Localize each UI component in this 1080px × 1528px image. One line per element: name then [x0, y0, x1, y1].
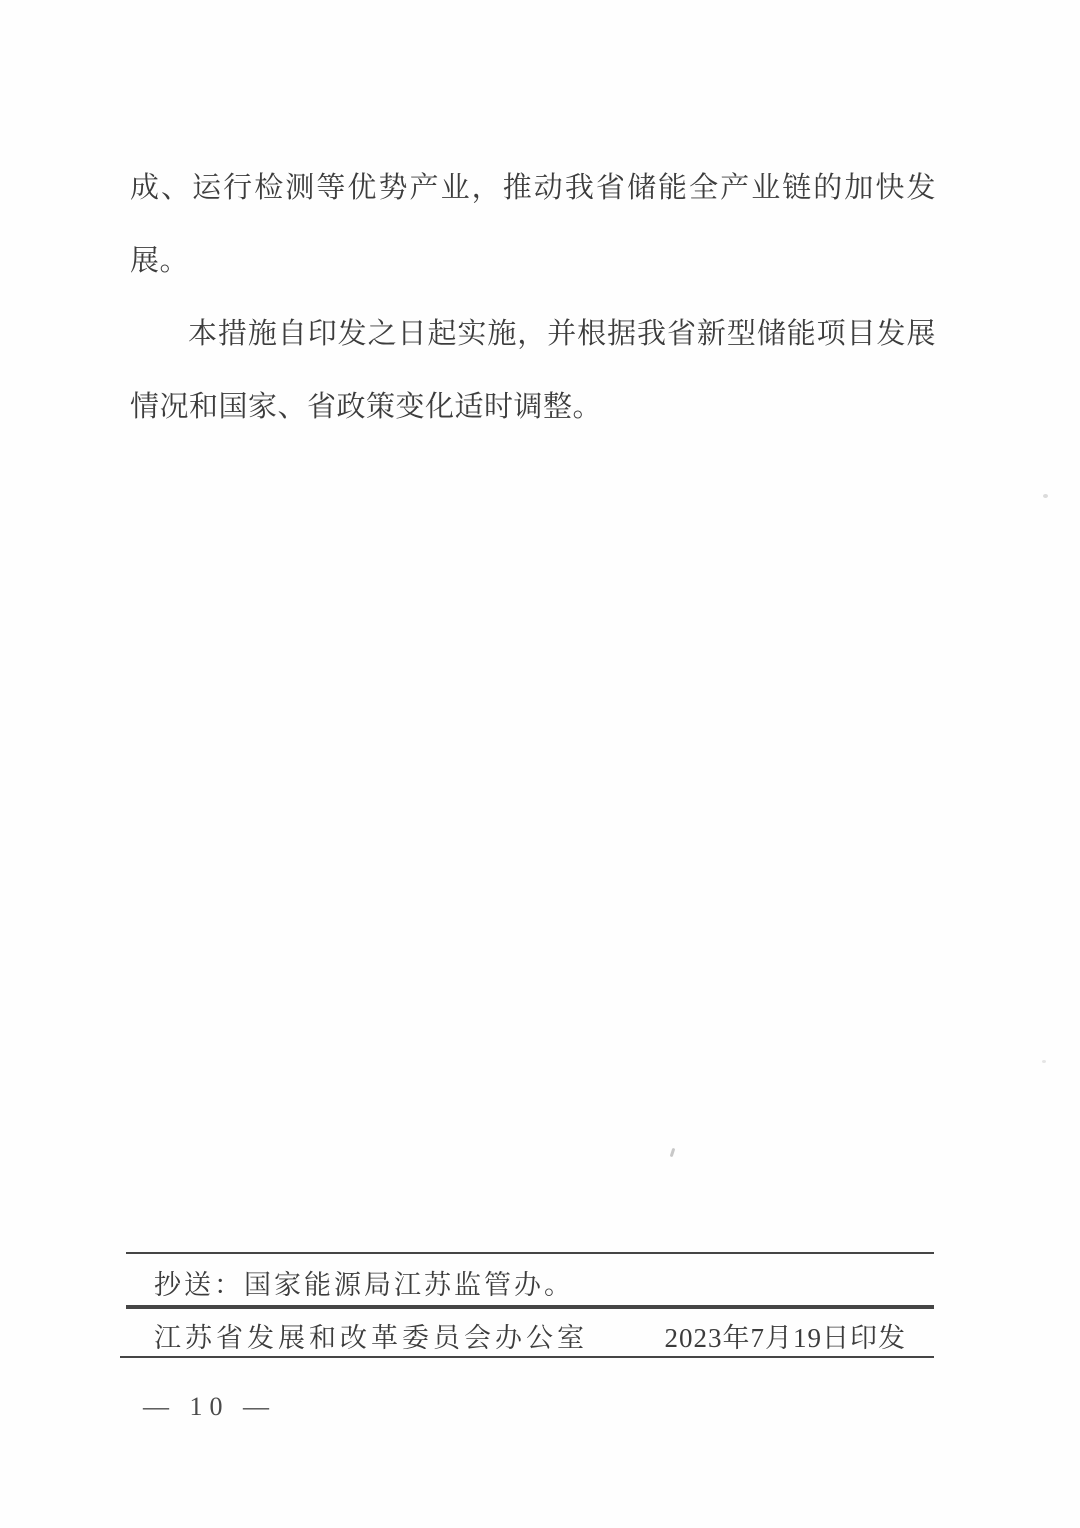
print-date: 2023年7月19日印发: [664, 1323, 906, 1353]
issuing-office: 江苏省发展和改革委员会办公室: [154, 1323, 588, 1353]
footer-divider-middle: [126, 1305, 934, 1309]
scan-speck: [670, 1148, 676, 1157]
issuer-row: [154, 1316, 906, 1355]
body-text: [130, 152, 936, 444]
footer-divider-bottom: [120, 1356, 934, 1358]
paragraph-implementation: 本措施自印发之日起实施，并根据我省新型储能项目发展情况和国家、省政策变化适时调整。: [130, 318, 936, 423]
scan-speck: [1042, 1060, 1046, 1063]
cc-line: 抄送：国家能源局江苏监管办。: [154, 1270, 574, 1300]
paragraph-continuation: 成、运行检测等优势产业，推动我省储能全产业链的加快发展。: [130, 172, 936, 277]
footer-divider-top: [126, 1252, 934, 1254]
page-number: — 10 —: [143, 1392, 276, 1421]
scan-speck: [1043, 494, 1048, 498]
